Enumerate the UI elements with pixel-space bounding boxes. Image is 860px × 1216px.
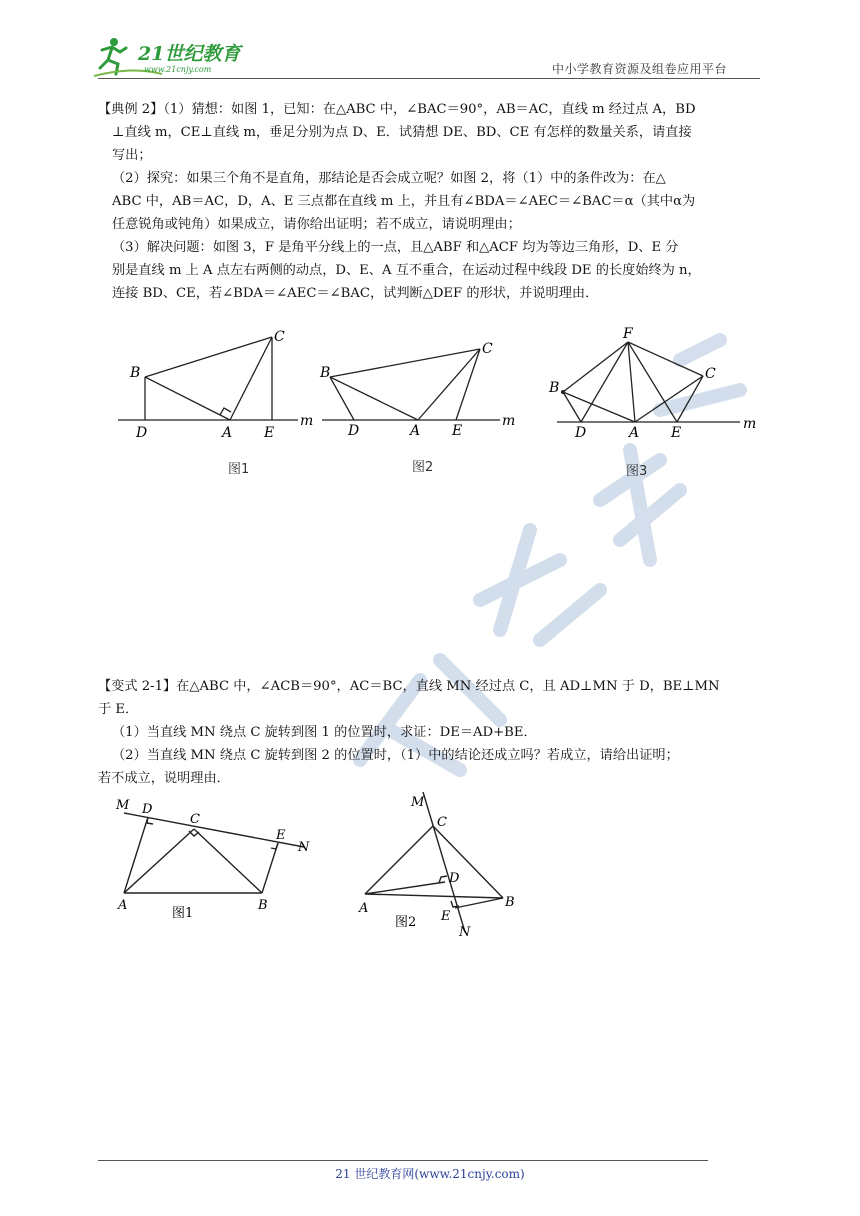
figure-1-bottom — [112, 795, 322, 925]
label-m: m — [743, 416, 757, 432]
label-m: m — [300, 413, 314, 429]
label-A: A — [410, 423, 421, 439]
label-E: E — [441, 909, 451, 924]
variant-text — [98, 675, 766, 790]
logo-url: www.21cnjy.com — [144, 65, 212, 74]
example2-text — [98, 98, 766, 305]
logo — [92, 36, 262, 78]
label-D: D — [449, 871, 460, 886]
footer-text: 21 世纪教育网(www.21cnjy.com) — [335, 1167, 525, 1181]
label-B: B — [505, 895, 515, 910]
example2-line: 写出； — [112, 148, 152, 163]
label-C: C — [437, 815, 447, 830]
example2-line: 别是直线 m 上 A 点左右两侧的动点，D、E、A 互不重合，在运动过程中线段 DE 的长度始终为 n， — [112, 263, 701, 278]
figure-3-top-caption: 图3 — [626, 464, 648, 479]
label-A: A — [118, 898, 128, 913]
label-B: B — [320, 365, 331, 381]
figure-3-top — [545, 322, 760, 447]
label-C: C — [190, 812, 200, 827]
example2-line: ABC 中，AB＝AC，D，A、E 三点都在直线 m 上，并且有∠BDA＝∠AEC＝∠BAC＝α（其中α为 — [112, 194, 696, 209]
variant-line: （1）当直线 MN 绕点 C 旋转到图 1 的位置时，求证：DE＝AD+BE． — [112, 725, 537, 740]
figure-2-top-caption: 图2 — [412, 460, 434, 475]
label-D: D — [142, 802, 153, 817]
label-D: D — [136, 425, 148, 441]
variant-line: 于 E． — [98, 702, 139, 717]
example2-line: （2）探究：如果三个角不是直角，那结论是否会成立呢？如图 2，将（1）中的条件改为：在△ — [112, 171, 666, 186]
figure-2-bottom — [355, 788, 525, 938]
example2-line: 任意锐角或钝角）如果成立，请你给出证明；若不成立，请说明理由； — [112, 217, 521, 232]
label-B: B — [258, 898, 268, 913]
label-C: C — [482, 341, 493, 357]
label-M: M — [411, 795, 425, 810]
label-C: C — [705, 366, 716, 382]
label-A: A — [629, 425, 640, 441]
label-B: B — [549, 380, 560, 396]
figure-2-top — [318, 335, 528, 445]
header-platform-text: 中小学教育资源及组卷应用平台 — [552, 62, 728, 76]
label-E: E — [264, 425, 275, 441]
variant-line: 若不成立，说明理由． — [98, 771, 230, 786]
example2-line: （3）解决问题：如图 3，F 是角平分线上的一点，且△ABF 和△ACF 均为等边三角形，D、E 分 — [112, 240, 679, 255]
label-A: A — [359, 901, 369, 916]
label-N: N — [298, 840, 310, 855]
label-E: E — [452, 423, 463, 439]
figure-2-bottom-caption: 图2 — [395, 915, 417, 930]
footer-divider — [98, 1160, 708, 1161]
label-M: M — [116, 798, 130, 813]
label-D: D — [348, 423, 360, 439]
label-m: m — [502, 413, 516, 429]
example2-line: 【典例 2】（1）猜想：如图 1，已知：在△ABC 中，∠BAC＝90°，AB＝AC，直线 m 经过点 A，BD — [98, 102, 696, 117]
label-B: B — [130, 365, 141, 381]
figure-1-bottom-caption: 图1 — [172, 906, 194, 921]
label-C: C — [274, 329, 285, 345]
variant-line: 【变式 2-1】在△ABC 中，∠ACB＝90°，AC＝BC，直线 MN 经过点 C，且 AD⊥MN 于 D，BE⊥MN — [98, 679, 720, 694]
label-A: A — [222, 425, 233, 441]
header-divider — [98, 78, 760, 79]
label-D: D — [575, 425, 587, 441]
logo-text: 21世纪教育 — [138, 43, 241, 65]
variant-line: （2）当直线 MN 绕点 C 旋转到图 2 的位置时，（1）中的结论还成立吗？若成立，请给出证明； — [112, 748, 679, 763]
example2-line: ⊥直线 m，CE⊥直线 m，垂足分别为点 D、E．试猜想 DE、BD、CE 有怎样的数量关系，请直接 — [112, 125, 692, 140]
label-E: E — [276, 828, 286, 843]
label-N: N — [459, 925, 471, 938]
figure-1-top — [110, 325, 320, 445]
example2-line: 连接 BD、CE，若∠BDA＝∠AEC＝∠BAC，试判断△DEF 的形状，并说明理由． — [112, 286, 599, 301]
label-F: F — [623, 326, 633, 342]
label-E: E — [671, 425, 682, 441]
figure-1-top-caption: 图1 — [228, 462, 250, 477]
